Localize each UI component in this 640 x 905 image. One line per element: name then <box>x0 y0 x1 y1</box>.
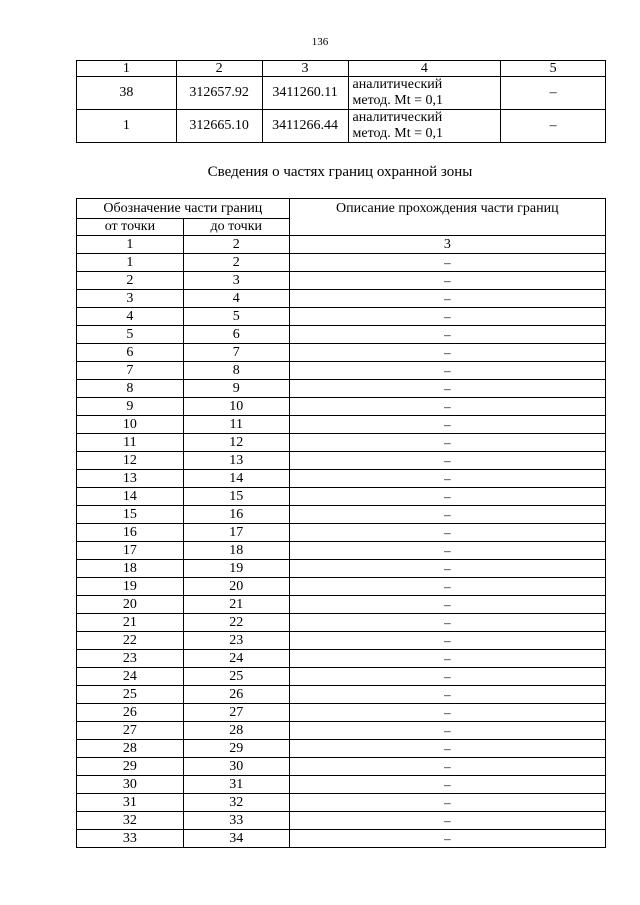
table-row <box>77 434 606 452</box>
to-point: 13 <box>183 452 289 470</box>
coordinate-x: 312657.92 <box>176 77 262 110</box>
from-point: 28 <box>77 740 184 758</box>
to-point: 30 <box>183 758 289 776</box>
to-point: 4 <box>183 290 289 308</box>
from-point: 23 <box>77 650 184 668</box>
description: – <box>289 326 605 344</box>
to-point: 18 <box>183 542 289 560</box>
designation-header: Обозначение части границ <box>77 199 290 219</box>
description: – <box>289 542 605 560</box>
from-point: 21 <box>77 614 184 632</box>
method-cell <box>348 77 501 110</box>
from-point: 20 <box>77 596 184 614</box>
coordinates-col-header: 1 <box>77 61 177 77</box>
description: – <box>289 254 605 272</box>
description: – <box>289 758 605 776</box>
coordinate-y: 3411260.11 <box>262 77 348 110</box>
to-point: 9 <box>183 380 289 398</box>
table-row <box>77 758 606 776</box>
table-row <box>77 290 606 308</box>
method-line2: метод. Mt = 0,1 <box>352 93 443 108</box>
description: – <box>289 272 605 290</box>
coordinate-y: 3411266.44 <box>262 110 348 143</box>
description: – <box>289 632 605 650</box>
coordinates-row <box>77 77 606 110</box>
point-number: 1 <box>77 110 177 143</box>
column-number: 2 <box>183 236 289 254</box>
description: – <box>289 344 605 362</box>
to-point: 16 <box>183 506 289 524</box>
to-point: 22 <box>183 614 289 632</box>
description: – <box>289 452 605 470</box>
description: – <box>289 722 605 740</box>
from-point: 18 <box>77 560 184 578</box>
to-point: 15 <box>183 488 289 506</box>
from-point: 33 <box>77 830 184 848</box>
coordinates-col-header: 5 <box>501 61 606 77</box>
from-point: 11 <box>77 434 184 452</box>
description: – <box>289 416 605 434</box>
table-row <box>77 272 606 290</box>
from-point: 2 <box>77 272 184 290</box>
table-row <box>77 524 606 542</box>
table-row <box>77 794 606 812</box>
method-cell <box>348 110 501 143</box>
to-point-header: до точки <box>183 219 289 236</box>
table-row <box>77 308 606 326</box>
from-point: 32 <box>77 812 184 830</box>
description: – <box>289 740 605 758</box>
method-line2: метод. Mt = 0,1 <box>352 126 443 141</box>
description-header: Описание прохождения части границ <box>289 199 605 236</box>
table-row <box>77 560 606 578</box>
from-point: 15 <box>77 506 184 524</box>
table-row <box>77 740 606 758</box>
to-point: 24 <box>183 650 289 668</box>
from-point: 19 <box>77 578 184 596</box>
from-point: 16 <box>77 524 184 542</box>
coordinates-col-header: 2 <box>176 61 262 77</box>
to-point: 29 <box>183 740 289 758</box>
to-point: 19 <box>183 560 289 578</box>
from-point: 25 <box>77 686 184 704</box>
table-row <box>77 668 606 686</box>
from-point: 13 <box>77 470 184 488</box>
description: – <box>289 308 605 326</box>
table-row <box>77 344 606 362</box>
from-point: 14 <box>77 488 184 506</box>
description: – <box>289 398 605 416</box>
description: – <box>289 830 605 848</box>
description: – <box>289 812 605 830</box>
to-point: 21 <box>183 596 289 614</box>
from-point: 6 <box>77 344 184 362</box>
page-number: 136 <box>311 36 329 48</box>
description: – <box>289 578 605 596</box>
to-point: 3 <box>183 272 289 290</box>
from-point: 8 <box>77 380 184 398</box>
description: – <box>289 596 605 614</box>
from-point: 10 <box>77 416 184 434</box>
from-point: 1 <box>77 254 184 272</box>
to-point: 10 <box>183 398 289 416</box>
table-row <box>77 632 606 650</box>
to-point: 5 <box>183 308 289 326</box>
from-point: 26 <box>77 704 184 722</box>
description: – <box>289 794 605 812</box>
table-row <box>77 812 606 830</box>
table-row <box>77 596 606 614</box>
to-point: 7 <box>183 344 289 362</box>
to-point: 12 <box>183 434 289 452</box>
to-point: 32 <box>183 794 289 812</box>
note-cell: – <box>501 77 606 110</box>
table-row <box>77 416 606 434</box>
coordinates-col-header: 3 <box>262 61 348 77</box>
description: – <box>289 668 605 686</box>
table-row <box>77 470 606 488</box>
table-row <box>77 614 606 632</box>
table-row <box>77 398 606 416</box>
coordinates-table <box>76 60 606 143</box>
to-point: 26 <box>183 686 289 704</box>
to-point: 23 <box>183 632 289 650</box>
to-point: 20 <box>183 578 289 596</box>
description: – <box>289 704 605 722</box>
description: – <box>289 290 605 308</box>
from-point: 17 <box>77 542 184 560</box>
table-row <box>77 650 606 668</box>
table-row <box>77 326 606 344</box>
from-point: 24 <box>77 668 184 686</box>
to-point: 2 <box>183 254 289 272</box>
table-row <box>77 776 606 794</box>
to-point: 6 <box>183 326 289 344</box>
section-title: Сведения о частях границ охранной зоны <box>207 164 473 180</box>
from-point: 30 <box>77 776 184 794</box>
to-point: 31 <box>183 776 289 794</box>
table-row <box>77 380 606 398</box>
parts-header-row <box>77 199 606 219</box>
description: – <box>289 686 605 704</box>
table-row <box>77 362 606 380</box>
description: – <box>289 488 605 506</box>
from-point: 7 <box>77 362 184 380</box>
coordinates-header-row <box>77 61 606 77</box>
coordinate-x: 312665.10 <box>176 110 262 143</box>
boundary-parts-table <box>76 198 606 848</box>
description: – <box>289 650 605 668</box>
to-point: 33 <box>183 812 289 830</box>
from-point: 4 <box>77 308 184 326</box>
description: – <box>289 524 605 542</box>
method-line1: аналитический <box>352 110 443 125</box>
table-row <box>77 722 606 740</box>
table-row <box>77 704 606 722</box>
description: – <box>289 776 605 794</box>
column-numbers-row <box>77 236 606 254</box>
description: – <box>289 560 605 578</box>
to-point: 28 <box>183 722 289 740</box>
table-row <box>77 578 606 596</box>
note-cell: – <box>501 110 606 143</box>
table-row <box>77 452 606 470</box>
to-point: 25 <box>183 668 289 686</box>
from-point: 12 <box>77 452 184 470</box>
table-row <box>77 830 606 848</box>
from-point: 22 <box>77 632 184 650</box>
description: – <box>289 362 605 380</box>
coordinates-col-header: 4 <box>348 61 501 77</box>
to-point: 17 <box>183 524 289 542</box>
description: – <box>289 380 605 398</box>
from-point: 9 <box>77 398 184 416</box>
from-point: 29 <box>77 758 184 776</box>
column-number: 3 <box>289 236 605 254</box>
from-point-header: от точки <box>77 219 184 236</box>
from-point: 31 <box>77 794 184 812</box>
description: – <box>289 470 605 488</box>
to-point: 34 <box>183 830 289 848</box>
to-point: 8 <box>183 362 289 380</box>
table-row <box>77 506 606 524</box>
description: – <box>289 506 605 524</box>
description: – <box>289 434 605 452</box>
to-point: 11 <box>183 416 289 434</box>
to-point: 14 <box>183 470 289 488</box>
from-point: 5 <box>77 326 184 344</box>
table-row <box>77 254 606 272</box>
column-number: 1 <box>77 236 184 254</box>
table-row <box>77 542 606 560</box>
from-point: 27 <box>77 722 184 740</box>
table-row <box>77 686 606 704</box>
method-line1: аналитический <box>352 77 443 92</box>
coordinates-row <box>77 110 606 143</box>
description: – <box>289 614 605 632</box>
from-point: 3 <box>77 290 184 308</box>
point-number: 38 <box>77 77 177 110</box>
table-row <box>77 488 606 506</box>
to-point: 27 <box>183 704 289 722</box>
